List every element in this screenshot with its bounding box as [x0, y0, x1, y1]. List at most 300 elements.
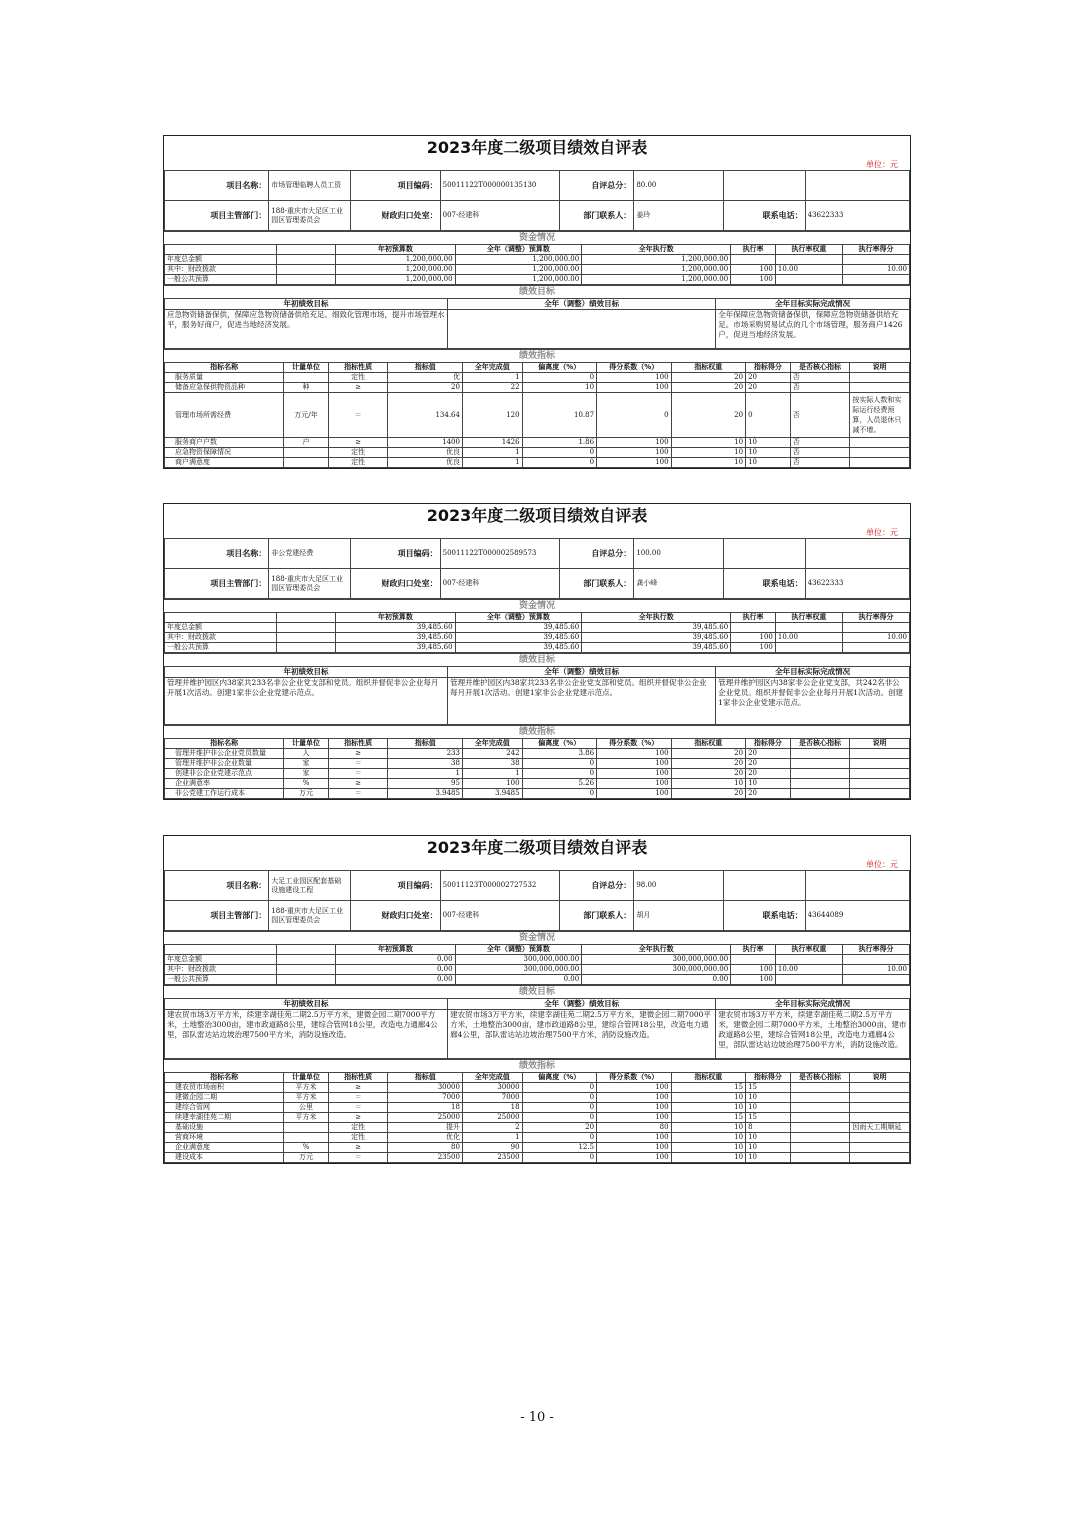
indicator-row — [165, 1153, 910, 1163]
indicator-cell: 公里 — [284, 1103, 329, 1113]
indicator-cell: 家 — [284, 769, 329, 779]
contact-label: 部门联系人： — [559, 201, 634, 231]
indicator-header: 指标性质 — [328, 363, 388, 373]
funds-cell: 100 — [731, 633, 776, 643]
goal-adjusted — [448, 310, 716, 349]
indicator-header: 指标得分 — [746, 1073, 791, 1083]
funds-cell: 年度总金额 — [165, 955, 277, 965]
project-name-value: 市场管理临聘人员工资 — [269, 171, 351, 201]
indicator-header: 全年完成值 — [462, 363, 522, 373]
indicator-row — [165, 1103, 910, 1113]
indicator-cell: 7000 — [388, 1093, 463, 1103]
goal-actual: 建农贸市场3万平方米，续建幸湖佳苑二期2.5万平方米，建微企园二期7000平方米，土地整治3000亩，建市政道路8公里，建综合管网18公里，改造电力通廊4公里，部队雷达站边坡治理7500平方米，消防设施改造。 — [716, 1010, 910, 1059]
indicator-cell: % — [284, 1143, 329, 1153]
indicator-cell: 100 — [462, 779, 522, 789]
indicator-cell: 100 — [597, 1103, 672, 1113]
indicator-row — [165, 1083, 910, 1093]
indicator-cell: ＝ — [328, 1153, 388, 1163]
indicator-cell: 10 — [746, 1143, 791, 1153]
indicator-cell: ＝ — [328, 759, 388, 769]
finance-label: 财政归口处室： — [351, 901, 440, 931]
indicator-row — [165, 1133, 910, 1143]
funds-cell: 39,485.60 — [336, 623, 455, 633]
indicator-row — [165, 383, 910, 393]
indicator-cell — [284, 1123, 329, 1133]
funds-cell — [276, 643, 336, 653]
indicator-cell — [850, 1103, 910, 1113]
indicator-cell: 15 — [671, 1113, 746, 1123]
funds-cell — [731, 623, 776, 633]
form-1 — [163, 135, 911, 469]
indicator-header: 指标值 — [388, 363, 463, 373]
goals-table — [164, 998, 910, 1059]
indicator-cell — [850, 1133, 910, 1143]
indicator-cell: 10 — [671, 1143, 746, 1153]
finance-value: 007-经建科 — [440, 901, 559, 931]
indicator-cell: 20 — [671, 789, 746, 799]
project-info-table — [164, 870, 910, 931]
indicator-cell: 10.87 — [522, 393, 597, 438]
funds-cell: 1,200,000.00 — [336, 275, 455, 285]
funds-cell — [775, 975, 842, 985]
indicator-cell: 10 — [671, 1093, 746, 1103]
indicator-cell — [850, 789, 910, 799]
indicators-table — [164, 1072, 910, 1163]
indicator-cell: 10 — [671, 1103, 746, 1113]
indicator-cell: 否 — [790, 438, 850, 448]
indicator-header: 是否核心指标 — [790, 1073, 850, 1083]
indicator-cell: ＝ — [328, 1103, 388, 1113]
indicators-section-title: 绩效指标 — [164, 349, 910, 362]
dept-label: 项目主管部门： — [165, 901, 269, 931]
indicator-cell: 95 — [388, 779, 463, 789]
indicator-cell — [850, 1083, 910, 1093]
indicator-cell: 否 — [790, 373, 850, 383]
funds-cell: 100 — [731, 275, 776, 285]
indicator-header: 得分系数（%） — [597, 739, 672, 749]
funds-cell: 0.00 — [336, 965, 455, 975]
indicators-section-title: 绩效指标 — [164, 1059, 910, 1072]
funds-cell: 39,485.60 — [582, 623, 731, 633]
funds-cell: 年度总金额 — [165, 623, 277, 633]
indicator-header: 计量单位 — [284, 1073, 329, 1083]
funds-section-title: 资金情况 — [164, 231, 910, 244]
funds-cell: 39,485.60 — [582, 643, 731, 653]
indicator-cell: 10 — [746, 438, 791, 448]
indicator-cell: 100 — [597, 1113, 672, 1123]
funds-row — [165, 255, 910, 265]
indicator-cell: 20 — [671, 383, 746, 393]
indicator-cell — [850, 458, 910, 468]
indicator-row — [165, 1093, 910, 1103]
indicator-cell: 18 — [388, 1103, 463, 1113]
dept-value: 188-重庆市大足区工业园区管理委员会 — [269, 901, 351, 931]
indicator-cell — [790, 749, 850, 759]
indicator-cell: 1.86 — [522, 438, 597, 448]
funds-cell: 1,200,000.00 — [336, 255, 455, 265]
indicator-header: 指标得分 — [746, 739, 791, 749]
indicator-cell: 建设成本 — [165, 1153, 284, 1163]
indicator-cell: 0 — [522, 789, 597, 799]
indicator-header: 得分系数（%） — [597, 363, 672, 373]
funds-cell: 1,200,000.00 — [582, 255, 731, 265]
indicator-cell: 10 — [746, 779, 791, 789]
funds-header: 执行率权重 — [775, 245, 842, 255]
funds-cell: 0.00 — [455, 975, 582, 985]
indicator-cell: 0 — [522, 1113, 597, 1123]
indicator-cell: 100 — [597, 438, 672, 448]
funds-table — [164, 244, 910, 285]
indicator-cell — [284, 458, 329, 468]
self-score-label: 自评总分： — [559, 871, 634, 901]
funds-cell: 300,000,000.00 — [455, 955, 582, 965]
indicator-cell: 18 — [462, 1103, 522, 1113]
funds-cell — [842, 955, 909, 965]
funds-cell: 0.00 — [336, 955, 455, 965]
indicator-cell: 100 — [597, 749, 672, 759]
indicator-cell: 20 — [746, 769, 791, 779]
indicator-cell: 0 — [522, 1133, 597, 1143]
indicator-header: 指标权重 — [671, 1073, 746, 1083]
goals-section-title: 绩效目标 — [164, 985, 910, 998]
indicator-cell: 100 — [597, 1093, 672, 1103]
funds-cell — [842, 975, 909, 985]
funds-cell — [842, 643, 909, 653]
funds-cell: 1,200,000.00 — [455, 265, 582, 275]
goal-actual: 管理并维护园区内38家非公企业党支部，共242名非公企业党员。组织并督促非公企业每月开展1次活动。创建1家非公企业党建示范点。 — [716, 678, 910, 725]
project-info-table — [164, 170, 910, 231]
indicator-header: 是否核心指标 — [790, 739, 850, 749]
indicator-header: 说明 — [850, 363, 910, 373]
indicators-table — [164, 362, 910, 468]
indicator-cell: 10 — [671, 1153, 746, 1163]
goal-adjusted: 管理并维护园区内38家共233名非公企业党支部和党员。组织并督促非公企业每月开展1次活动。创建1家非公企业党建示范点。 — [448, 678, 716, 725]
indicator-cell: 平方米 — [284, 1093, 329, 1103]
indicator-cell: 10 — [746, 1153, 791, 1163]
funds-cell — [731, 255, 776, 265]
indicator-cell: 管理并维护非公企业数量 — [165, 759, 284, 769]
indicator-cell: 1426 — [462, 438, 522, 448]
indicator-cell: 23500 — [462, 1153, 522, 1163]
indicator-cell: 20 — [746, 789, 791, 799]
funds-row — [165, 955, 910, 965]
indicator-cell: 非公党建工作运行成本 — [165, 789, 284, 799]
indicator-cell — [850, 1113, 910, 1123]
indicator-cell: 22 — [462, 383, 522, 393]
indicator-cell: 20 — [671, 373, 746, 383]
indicator-row — [165, 769, 910, 779]
funds-row — [165, 275, 910, 285]
indicator-cell: ≥ — [328, 779, 388, 789]
indicator-cell: 10 — [746, 448, 791, 458]
indicator-cell: 20 — [671, 759, 746, 769]
funds-cell: 300,000,000.00 — [582, 965, 731, 975]
indicator-cell: 0 — [522, 1083, 597, 1093]
indicator-cell: 0 — [746, 393, 791, 438]
goals-header: 全年（调整）绩效目标 — [448, 999, 716, 1010]
self-score-label: 自评总分： — [559, 539, 634, 569]
indicator-header: 偏离度（%） — [522, 1073, 597, 1083]
indicator-cell — [790, 1143, 850, 1153]
indicator-cell: 100 — [597, 448, 672, 458]
indicator-row — [165, 438, 910, 448]
indicator-cell: 25000 — [388, 1113, 463, 1123]
funds-cell: 0.00 — [582, 975, 731, 985]
indicator-cell: 100 — [597, 769, 672, 779]
funds-cell: 10.00 — [842, 633, 909, 643]
unit-label: 单位：元 — [866, 528, 898, 537]
indicator-cell: 0 — [522, 373, 597, 383]
dept-value: 188-重庆市大足区工业园区管理委员会 — [269, 201, 351, 231]
funds-row — [165, 965, 910, 975]
dept-label: 项目主管部门： — [165, 201, 269, 231]
goals-header: 全年目标实际完成情况 — [716, 299, 910, 310]
funds-header: 执行率得分 — [842, 945, 909, 955]
indicator-cell — [790, 789, 850, 799]
goal-initial: 管理并维护园区内38家共233名非公企业党支部和党员。组织并督促非公企业每月开展1次活动。创建1家非公企业党建示范点。 — [165, 678, 448, 725]
indicator-cell: ≥ — [328, 1143, 388, 1153]
funds-cell — [775, 275, 842, 285]
indicator-cell — [790, 1153, 850, 1163]
indicator-cell: 10 — [522, 383, 597, 393]
goals-header: 年初绩效目标 — [165, 299, 448, 310]
indicator-cell: ≥ — [328, 749, 388, 759]
indicator-cell: 8 — [746, 1123, 791, 1133]
indicator-cell — [850, 383, 910, 393]
indicator-cell: ≥ — [328, 438, 388, 448]
project-info-table — [164, 538, 910, 599]
indicator-cell: 1 — [462, 373, 522, 383]
indicator-header: 说明 — [850, 739, 910, 749]
indicator-header: 指标名称 — [165, 739, 284, 749]
funds-row — [165, 975, 910, 985]
funds-table — [164, 944, 910, 985]
indicator-cell: 建微企园二期 — [165, 1093, 284, 1103]
indicator-cell: % — [284, 779, 329, 789]
indicator-cell: 家 — [284, 759, 329, 769]
indicator-header: 计量单位 — [284, 363, 329, 373]
indicator-cell: ＝ — [328, 393, 388, 438]
funds-row — [165, 623, 910, 633]
indicator-cell: 100 — [597, 383, 672, 393]
funds-header: 执行率 — [731, 945, 776, 955]
dept-value: 188-重庆市大足区工业园区管理委员会 — [269, 569, 351, 599]
funds-cell: 其中：财政拨款 — [165, 633, 277, 643]
indicator-cell: 10 — [671, 1123, 746, 1133]
indicator-row — [165, 458, 910, 468]
funds-section-title: 资金情况 — [164, 931, 910, 944]
indicator-cell: 100 — [597, 458, 672, 468]
funds-cell: 其中：财政拨款 — [165, 965, 277, 975]
project-code-value: 50011123T000002727532 — [440, 871, 559, 901]
funds-cell — [276, 265, 336, 275]
project-code-label: 项目编码： — [351, 539, 440, 569]
indicator-cell: 100 — [597, 759, 672, 769]
indicator-cell: 定性 — [328, 458, 388, 468]
indicator-cell: 服务商户户数 — [165, 438, 284, 448]
indicator-row — [165, 1143, 910, 1153]
indicator-cell: 10 — [746, 1103, 791, 1113]
indicator-row — [165, 779, 910, 789]
indicator-cell: 优良 — [388, 458, 463, 468]
indicator-cell: 0 — [522, 448, 597, 458]
indicator-cell: 平方米 — [284, 1113, 329, 1123]
indicator-cell: 20 — [671, 393, 746, 438]
indicator-cell: 平方米 — [284, 1083, 329, 1093]
project-name-value: 非公党建经费 — [269, 539, 351, 569]
indicator-header: 指标名称 — [165, 363, 284, 373]
indicator-header: 说明 — [850, 1073, 910, 1083]
indicator-cell: ＝ — [328, 769, 388, 779]
contact-value: 胡月 — [634, 901, 723, 931]
funds-cell — [276, 633, 336, 643]
indicator-cell: 定性 — [328, 1133, 388, 1143]
funds-cell: 年度总金额 — [165, 255, 277, 265]
goals-header: 全年（调整）绩效目标 — [448, 299, 716, 310]
funds-header: 全年执行数 — [582, 613, 731, 623]
indicator-cell: 定性 — [328, 1123, 388, 1133]
indicator-row — [165, 393, 910, 438]
indicator-header: 指标得分 — [746, 363, 791, 373]
indicator-header: 指标名称 — [165, 1073, 284, 1083]
indicator-cell: 20 — [388, 383, 463, 393]
indicator-cell: 人 — [284, 749, 329, 759]
indicator-cell: 企业满意率 — [165, 779, 284, 789]
indicator-cell: 20 — [671, 769, 746, 779]
indicator-cell: 15 — [671, 1083, 746, 1093]
indicators-table — [164, 738, 910, 799]
contact-value: 姜玲 — [634, 201, 723, 231]
indicator-cell: 15 — [746, 1083, 791, 1093]
funds-cell — [842, 255, 909, 265]
indicator-cell: 38 — [388, 759, 463, 769]
indicator-cell: 管理市场所需经费 — [165, 393, 284, 438]
funds-header: 执行率 — [731, 245, 776, 255]
indicator-cell: 233 — [388, 749, 463, 759]
indicator-cell — [850, 769, 910, 779]
indicator-cell: ＝ — [328, 1093, 388, 1103]
indicator-cell: 20 — [746, 749, 791, 759]
goals-header: 年初绩效目标 — [165, 999, 448, 1010]
indicator-cell: 10 — [671, 1133, 746, 1143]
indicator-cell: 0 — [522, 458, 597, 468]
goals-header: 全年目标实际完成情况 — [716, 999, 910, 1010]
funds-cell: 10.00 — [775, 265, 842, 275]
indicator-cell — [850, 438, 910, 448]
indicator-cell: 1400 — [388, 438, 463, 448]
indicator-cell — [850, 373, 910, 383]
indicator-cell: 20 — [522, 1123, 597, 1133]
indicator-header: 指标权重 — [671, 363, 746, 373]
project-code-value: 50011122T000000135130 — [440, 171, 559, 201]
indicators-section-title: 绩效指标 — [164, 725, 910, 738]
funds-header: 执行率权重 — [775, 613, 842, 623]
indicator-cell: 1 — [462, 458, 522, 468]
indicator-cell: 建农贸市场面积 — [165, 1083, 284, 1093]
indicator-cell: 基础设施 — [165, 1123, 284, 1133]
funds-header: 全年执行数 — [582, 245, 731, 255]
indicator-cell — [284, 448, 329, 458]
funds-cell: 39,485.60 — [582, 633, 731, 643]
indicator-cell: 否 — [790, 383, 850, 393]
funds-cell: 其中：财政拨款 — [165, 265, 277, 275]
indicator-cell: 100 — [597, 1153, 672, 1163]
indicator-cell: 10 — [671, 779, 746, 789]
indicator-cell — [284, 373, 329, 383]
indicator-header: 全年完成值 — [462, 1073, 522, 1083]
indicator-cell: 0 — [597, 393, 672, 438]
indicator-header: 计量单位 — [284, 739, 329, 749]
finance-label: 财政归口处室： — [351, 569, 440, 599]
funds-cell: 39,485.60 — [455, 643, 582, 653]
indicator-cell — [850, 1143, 910, 1153]
form-title: 2023年度二级项目绩效自评表 — [426, 138, 648, 157]
indicator-cell: 建综合管网 — [165, 1103, 284, 1113]
indicator-row — [165, 1113, 910, 1123]
finance-value: 007-经建科 — [440, 201, 559, 231]
goal-adjusted: 建农贸市场3万平方米，续建幸湖佳苑二期2.5万平方米，建微企园二期7000平方米，土地整治3000亩，建市政道路8公里，建综合管网18公里，改造电力通廊4公里，部队雷达站边坡治理7500平方米，消防设施改造。 — [448, 1010, 716, 1059]
contact-value: 龚小峰 — [634, 569, 723, 599]
indicator-cell: 因雨天工期顺延 — [850, 1123, 910, 1133]
funds-header: 年初预算数 — [336, 613, 455, 623]
indicator-header: 偏离度（%） — [522, 739, 597, 749]
indicator-cell: 10 — [671, 448, 746, 458]
indicator-cell: 242 — [462, 749, 522, 759]
indicator-cell: 定性 — [328, 373, 388, 383]
finance-label: 财政归口处室： — [351, 201, 440, 231]
indicator-header: 指标性质 — [328, 1073, 388, 1083]
indicator-cell: 30000 — [462, 1083, 522, 1093]
indicator-cell: 100 — [597, 1143, 672, 1153]
indicator-cell: 10 — [671, 438, 746, 448]
phone-value: 43622333 — [805, 201, 909, 231]
indicator-cell: 0 — [522, 759, 597, 769]
indicator-cell: 1 — [388, 769, 463, 779]
indicator-cell: 0 — [522, 769, 597, 779]
indicator-cell: 服务质量 — [165, 373, 284, 383]
funds-cell: 0.00 — [336, 975, 455, 985]
phone-value: 43622333 — [805, 569, 909, 599]
funds-cell: 300,000,000.00 — [582, 955, 731, 965]
funds-cell: 100 — [731, 643, 776, 653]
indicator-cell: 10 — [671, 458, 746, 468]
finance-value: 007-经建科 — [440, 569, 559, 599]
indicator-cell — [790, 759, 850, 769]
indicator-cell: 管理并维护非公企业党员数量 — [165, 749, 284, 759]
indicator-cell: 种 — [284, 383, 329, 393]
form-3 — [163, 835, 911, 1164]
indicator-cell: 25000 — [462, 1113, 522, 1123]
indicator-cell: 1 — [462, 769, 522, 779]
indicator-cell: 0 — [522, 1153, 597, 1163]
funds-section-title: 资金情况 — [164, 599, 910, 612]
goal-initial: 应急物资储备保供，保障应急物资储备供给充足。细致化管理市场，提升市场管理水平，服务好商户，促进当地经济发展。 — [165, 310, 448, 349]
funds-cell: 一般公共预算 — [165, 275, 277, 285]
funds-header: 全年（调整）预算数 — [455, 613, 582, 623]
indicator-cell: 38 — [462, 759, 522, 769]
indicator-cell: 应急物资保障情况 — [165, 448, 284, 458]
form-2 — [163, 503, 911, 800]
indicator-cell: 10 — [746, 1133, 791, 1143]
unit-label: 单位：元 — [866, 860, 898, 869]
indicator-cell: 15 — [746, 1113, 791, 1123]
indicator-cell — [790, 1083, 850, 1093]
indicator-cell — [790, 779, 850, 789]
contact-label: 部门联系人： — [559, 901, 634, 931]
indicator-cell: 100 — [597, 1083, 672, 1093]
funds-cell: 1,200,000.00 — [582, 275, 731, 285]
contact-label: 部门联系人： — [559, 569, 634, 599]
